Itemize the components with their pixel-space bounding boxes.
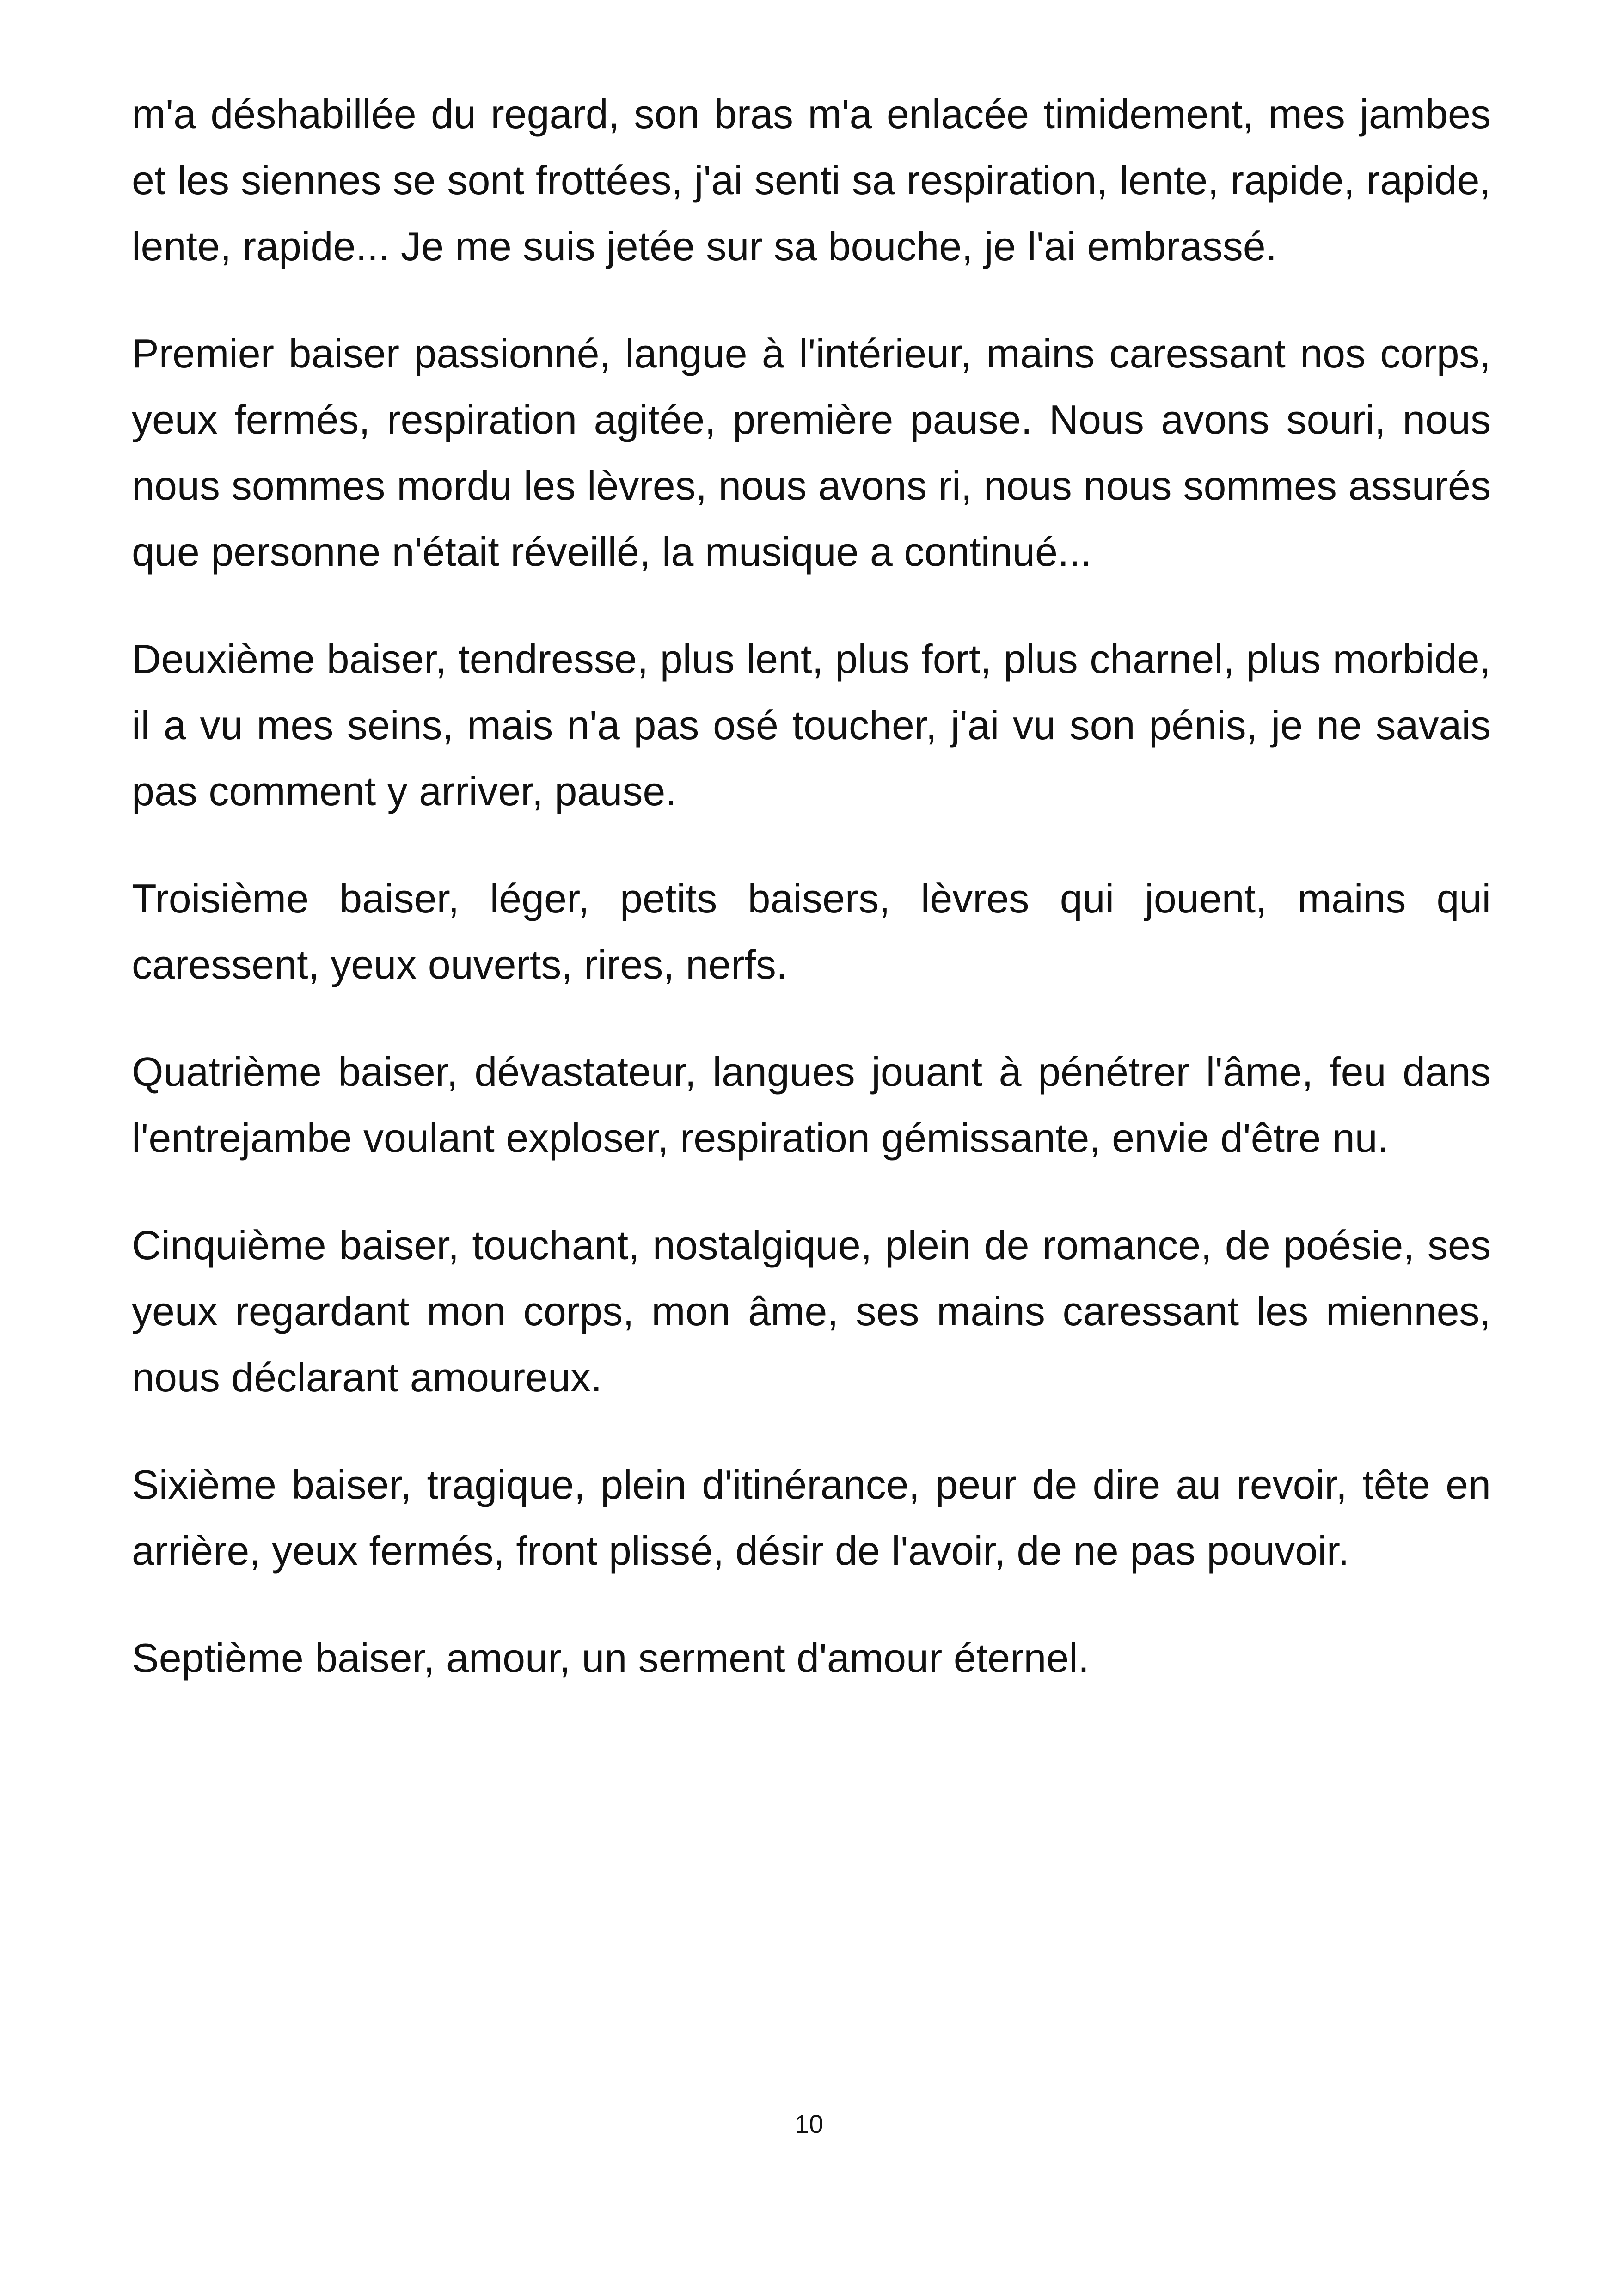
paragraph-6: Cinquième baiser, touchant, nostalgique, plein de romance, de poésie, ses yeux regardant mon corps, mon âme, ses mains caressant les miennes, nous déclarant amoureux. bbox=[132, 1222, 1491, 1400]
document-body bbox=[132, 81, 1491, 1732]
paragraph-1: m'a déshabillée du regard, son bras m'a enlacée timidement, mes jambes et les siennes se sont frottées, j'ai senti sa respiration, lente, rapide, rapide, lente, rapide... Je me suis jetée sur sa bouche, je l'ai embrassé. bbox=[132, 91, 1491, 269]
paragraph-7: Sixième baiser, tragique, plein d'itinérance, peur de dire au revoir, tête en arrière, yeux fermés, front plissé, désir de l'avoir, de ne pas pouvoir. bbox=[132, 1462, 1491, 1574]
paragraph-3: Deuxième baiser, tendresse, plus lent, plus fort, plus charnel, plus morbide, il a vu mes seins, mais n'a pas osé toucher, j'ai vu son pénis, je ne savais pas comment y arriver, pause. bbox=[132, 636, 1491, 814]
page-number: 10 bbox=[794, 2109, 824, 2138]
paragraph-5: Quatrième baiser, dévastateur, langues jouant à pénétrer l'âme, feu dans l'entrejambe voulant exploser, respiration gémissante, envie d'être nu. bbox=[132, 1049, 1491, 1161]
paragraph-4: Troisième baiser, léger, petits baisers, lèvres qui jouent, mains qui caressent, yeux ouverts, rires, nerfs. bbox=[132, 876, 1491, 987]
paragraph-8: Septième baiser, amour, un serment d'amour éternel. bbox=[132, 1635, 1090, 1681]
paragraph-2: Premier baiser passionné, langue à l'intérieur, mains caressant nos corps, yeux fermés, respiration agitée, première pause. Nous avons souri, nous nous sommes mordu les lèvres, nous avons ri, nous nous sommes assurés que personne n'était réveillé, la musique a continué... bbox=[132, 331, 1491, 575]
